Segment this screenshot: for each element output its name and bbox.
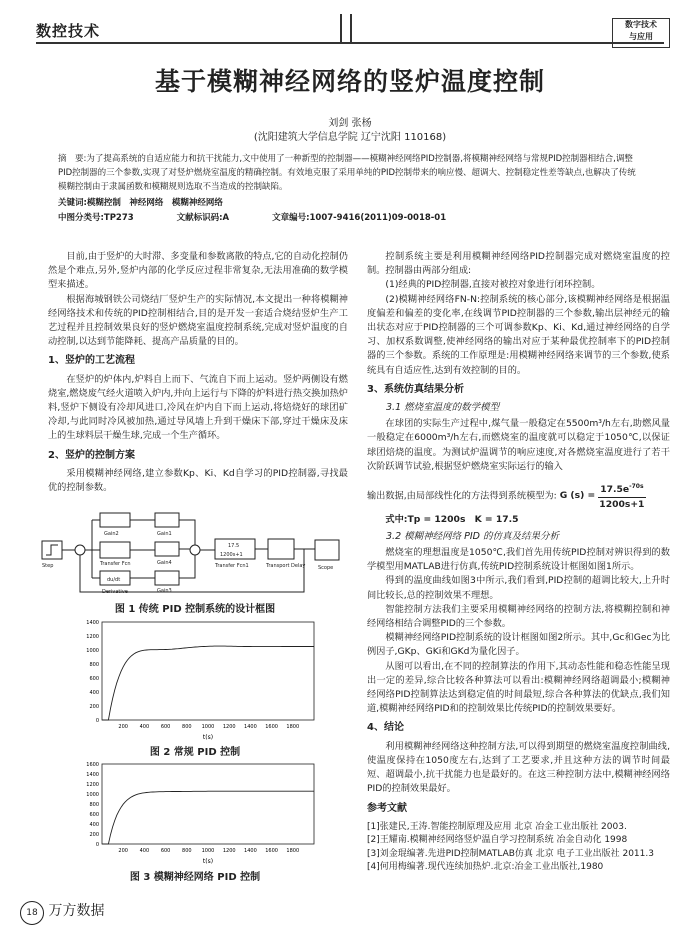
body-paragraph: 从图可以看出,在不同的控制算法的作用下,其动态性能和稳态性能呈现出一定的差异,综合比较各种算法可以看出:模糊神经网络超调最小;模糊神经网络PID控制算法达到稳定值的时间最短,综合各种算法的优缺点,我们知道,模糊神经网络PID和的控制效果比传统PID的控制效果要好。 xyxy=(367,660,670,715)
paper-title: 基于模糊神经网络的竖炉温度控制 xyxy=(154,67,545,96)
figure-3-caption: 图 3 模糊神经网络 PID 控制 xyxy=(129,872,261,883)
formula-lhs: G (s) = xyxy=(559,490,596,502)
step-icon xyxy=(46,545,58,555)
model-line xyxy=(367,480,670,512)
y-tick-label: 0 xyxy=(95,842,99,848)
x-tick-label: 1800 xyxy=(286,848,300,854)
affiliation: (沈阳建筑大学信息学院 辽宁沈阳 110168) xyxy=(253,132,447,143)
figure-3 xyxy=(70,760,320,866)
section-heading: 3、系统仿真结果分析 xyxy=(367,383,464,395)
y-tick-label: 800 xyxy=(89,662,99,668)
x-tick-label: 1800 xyxy=(286,724,300,730)
section-heading: 2、竖炉的控制方案 xyxy=(48,449,135,461)
body-paragraph: 控制系统主要是利用模糊神经网络PID控制器完成对燃烧室温度的控制。控制器由两部分组成: xyxy=(367,251,670,277)
header-divider xyxy=(350,14,352,42)
block-label: Scope xyxy=(318,565,334,571)
x-tick-label: 600 xyxy=(160,724,171,730)
x-tick-label: 1200 xyxy=(222,848,236,854)
transfer-function xyxy=(560,480,646,512)
x-tick-label: 400 xyxy=(139,848,150,854)
x-tick-label: 1200 xyxy=(222,724,236,730)
y-tick-label: 600 xyxy=(89,812,99,818)
body-paragraph: 模糊神经网络PID控制系统的设计框图如图2所示。其中,Gc和Gec为比例因子,GKp、GKi和GKd为量化因子。 xyxy=(367,632,670,658)
figure-1 xyxy=(40,505,350,595)
conventional-pid-plot xyxy=(70,618,320,742)
body-paragraph: 得到的温度曲线如图3中所示,我们看到,PID控制的超调比较大,上升时间比较长,总的控制效果不理想。 xyxy=(367,575,670,601)
gain-block xyxy=(155,542,179,556)
reference-item: [2]王耀南.模糊神经网络竖炉温自学习控制系统 冶金自动化 1998 xyxy=(367,835,628,846)
y-tick-label: 600 xyxy=(89,676,99,682)
body-paragraph: 利用模糊神经网络这种控制方法,可以得到期望的燃烧室温度控制曲线,使温度保持在1050度左右,达到了工艺要求,并且这种方法的调节时间最短、超调最小,抗干扰能力也是最好的。在这三种控制方法中,模糊神经网络PID的控制效果最好。 xyxy=(367,740,670,795)
reference-item: [3]刘金琨编著.先进PID控制MATLAB仿真 北京 电子工业出版社 2011.3 xyxy=(367,848,654,859)
plot-frame xyxy=(102,764,314,844)
reference-item: [1]张建民,王涛.智能控制原理及应用 北京 冶金工业出版社 2003. xyxy=(367,821,627,832)
header-rule xyxy=(36,42,664,44)
body-paragraph: (2)模糊神经网络FN-N:控制系统的核心部分,该模糊神经网络是根据温度偏差和偏差的变化率,在线调节PID控制器的三个参数,输出层神经元的输出状态对应于PID控制器的三个可调参数Kp、Ki、Kd,通过神经网络的自学习、加权系数调整,使神经网络的输出对应于某种最优控制率下的PID控制器的三个参数。系统的工作原理是:用模糊神经网络来调节的三个参数,使系统具有自适应性,达到有效控制的目的。 xyxy=(367,293,670,376)
badge-line2: 与应用 xyxy=(629,32,653,41)
formula-denominator: 1200s+1 xyxy=(599,499,645,511)
figure-1-caption: 图 1 传统 PID 控制系统的设计框图 xyxy=(114,604,276,615)
intro-paragraph: 根据海城钢铁公司烧结厂竖炉生产的实际情况,本文提出一种将模糊神经网络技术和传统的PID控制相结合,目的是开发一套适合烧结竖炉生产工艺过程并且控制效果良好的竖炉燃烧室温度控制系统,完成对竖炉温度的自动控制,以达到节能降耗、提高产品质量的目的。 xyxy=(48,293,348,348)
intro-paragraph: 目前,由于竖炉的大时滞、多变量和参数离散的特点,它的自动化控制仍然是个难点,另外,竖炉内部的化学反应过程非常复杂,无法用准确的数学模型来描述。 xyxy=(48,251,348,291)
body-paragraph: 智能控制方法我们主要采用模糊神经网络的控制方法,将模糊控制和神经网络相结合调整PID的三个参数。 xyxy=(367,603,670,629)
gain-block xyxy=(155,513,179,527)
y-tick-label: 400 xyxy=(89,690,99,696)
doc-code: 文献标识码:A xyxy=(176,213,230,223)
block-label: Derivative xyxy=(102,589,128,595)
x-tick-label: 200 xyxy=(118,848,128,854)
y-tick-label: 1200 xyxy=(86,782,99,788)
left-column xyxy=(48,250,348,495)
y-tick-label: 1400 xyxy=(86,620,99,626)
gain-block xyxy=(100,513,130,527)
transport-delay-block xyxy=(268,539,294,559)
clc-number: 中图分类号:TP273 xyxy=(58,213,134,223)
x-tick-label: 1600 xyxy=(265,724,278,730)
x-tick-label: 1400 xyxy=(244,724,257,730)
section-heading: 1、竖炉的工艺流程 xyxy=(48,355,135,367)
reference-item: [4]何用梅编著.现代连续加热炉.北京:冶金工业出版社,1980 xyxy=(367,862,604,873)
body-paragraph: 燃烧室的理想温度是1050℃,我们首先用传统PID控制对辨识得到的数学模型用MATLAB进行仿真,传统PID控制系统设计框图如图1所示。 xyxy=(367,546,670,573)
right-column xyxy=(367,250,670,875)
abstract: 摘 要:为了提高系统的自适应能力和抗干扰能力,文中使用了一种新型的控制器——模糊神经网络PID控制器,将模糊神经网络与常规PID控制器相结合,调整PID控制器的三个参数,实现了对竖炉燃烧室温度的精确控制。有效地克服了采用单纯的PID控制带来的响应慢、超调大、控制稳定性差等缺点,也解决了传统模糊控制由于隶属函数和模糊规则选取不当造成的控制缺陷。 xyxy=(58,154,636,192)
block-label: Gain4 xyxy=(157,560,172,566)
scope-block xyxy=(315,540,339,560)
block-label: Gain2 xyxy=(104,531,119,537)
fuzzy-nn-pid-plot xyxy=(70,760,320,866)
section-header: 数控技术 xyxy=(36,22,101,40)
x-tick-label: 1000 xyxy=(201,724,215,730)
y-tick-label: 1200 xyxy=(86,634,99,640)
y-tick-label: 200 xyxy=(89,832,99,838)
x-axis-label: t(s) xyxy=(202,734,214,741)
section-heading: 4、结论 xyxy=(367,722,404,734)
pid-block-diagram xyxy=(40,505,350,595)
x-tick-label: 1400 xyxy=(244,848,257,854)
step-block xyxy=(42,541,62,559)
page-number: 18 xyxy=(20,901,44,925)
sum-block xyxy=(75,545,85,555)
sum-block xyxy=(190,545,200,555)
formula-numerator: 17.5e xyxy=(600,484,630,496)
body-paragraph: 采用模糊神经网络,建立参数Kp、Ki、Kd自学习的PID控制器,寻找最优的控制参数。 xyxy=(48,467,348,494)
article-number: 文章编号:1007-9416(2011)09-0018-01 xyxy=(272,213,447,223)
y-tick-label: 1000 xyxy=(86,648,99,654)
block-label: Transfer Fcn1 xyxy=(215,563,249,569)
response-curve xyxy=(102,791,314,844)
plot-frame xyxy=(102,622,314,720)
references-heading: 参考文献 xyxy=(367,803,407,815)
response-curve xyxy=(102,646,314,720)
block-label: Transport Delay xyxy=(266,563,306,569)
y-tick-label: 0 xyxy=(95,718,99,724)
x-tick-label: 200 xyxy=(118,724,128,730)
block-label: Gain3 xyxy=(157,588,172,594)
x-tick-label: 1600 xyxy=(265,848,278,854)
y-tick-label: 800 xyxy=(89,802,99,808)
classification xyxy=(58,211,658,223)
figure-2 xyxy=(70,618,320,742)
block-label: 17.5 xyxy=(228,543,240,549)
body-paragraph: 在竖炉的炉体内,炉料自上而下、气流自下而上运动。竖炉两侧设有燃烧室,燃烧废气经火道喷入炉内,并向上运行与下降的炉料进行热交换加热炉料,竖炉下侧设有冷却风进口,冷风在炉内自下而上运动,将焙烧好的球团矿冷却,与此同时冷风被加热,通过导风墙上升到干燥床下部,穿过干燥床及床上的生球料层干燥生球,完成一个生产循环。 xyxy=(48,373,348,442)
badge-line1: 数字技术 xyxy=(625,20,657,29)
x-tick-label: 1000 xyxy=(201,848,215,854)
block-label: Step xyxy=(42,563,54,569)
y-tick-label: 1400 xyxy=(86,772,99,778)
body-text: 输出数据,由局部线性化的方法得到系统模型为: xyxy=(367,490,557,502)
block-label: du/dt xyxy=(107,577,121,583)
x-tick-label: 800 xyxy=(182,848,192,854)
gain-block xyxy=(155,571,179,585)
y-tick-label: 200 xyxy=(89,704,99,710)
header-divider xyxy=(340,14,342,42)
y-tick-label: 400 xyxy=(89,822,99,828)
x-tick-label: 800 xyxy=(182,724,192,730)
block-label: Transfer Fcn xyxy=(100,561,131,567)
model-parameters: 式中:Tp = 1200s K = 17.5 xyxy=(385,513,519,525)
authors: 刘剑 张杨 xyxy=(328,118,372,129)
formula-exponent: -70s xyxy=(629,483,644,491)
transfer-fcn-block xyxy=(100,542,130,558)
journal-watermark: 万方数据 xyxy=(48,903,105,919)
x-tick-label: 400 xyxy=(139,724,150,730)
block-label: 1200s+1 xyxy=(220,552,243,558)
body-paragraph: (1)经典的PID控制器,直接对被控对象进行闭环控制。 xyxy=(385,279,601,291)
body-paragraph: 在球团的实际生产过程中,煤气量一般稳定在5500m³/h左右,助燃风量一般稳定在6000m³/h左右,而燃烧室的温度就可以稳定于1050℃,以保证球团焙烧的温度。为测试炉温调节的响应速度,对各燃烧室温度进行了若干次阶跃调节试验,根据竖炉燃烧室实际运行的输入 xyxy=(367,418,670,472)
keywords: 关键词:模糊控制 神经网络 模糊神经网络 xyxy=(58,198,223,208)
x-tick-label: 600 xyxy=(160,848,171,854)
y-tick-label: 1600 xyxy=(86,762,99,768)
figure-2-caption: 图 2 常规 PID 控制 xyxy=(149,747,241,758)
x-axis-label: t(s) xyxy=(202,858,214,865)
page-footer xyxy=(20,900,104,925)
y-tick-label: 1000 xyxy=(86,792,99,798)
block-label: Gain1 xyxy=(157,531,172,537)
subsection-heading: 3.1 燃烧室温度的数学模型 xyxy=(386,402,500,414)
subsection-heading: 3.2 模糊神经网络 PID 的仿真及结果分析 xyxy=(386,530,560,542)
